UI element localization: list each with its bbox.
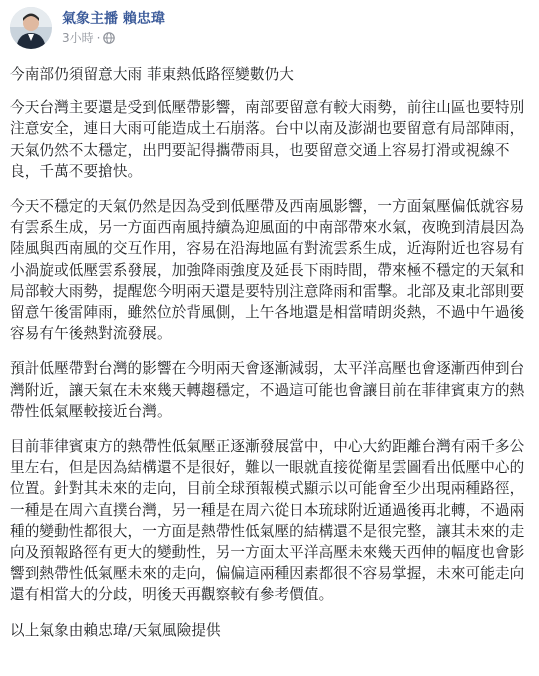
author-name[interactable]: 氣象主播 賴忠瑋 bbox=[62, 11, 165, 27]
avatar-photo bbox=[10, 7, 52, 49]
post-timestamp[interactable]: 3小時 bbox=[62, 31, 94, 45]
post-paragraph-1: 今天台灣主要還是受到低壓帶影響，南部要留意有較大雨勢，前往山區也要特別注意安全，連日大雨可能造成土石崩落。台中以南及澎湖也要留意有局部陣雨，天氣仍然不太穩定，出門要記得攜帶雨具，也要留意交通上容易打滑或視線不良，千萬不要搶快。 bbox=[10, 99, 525, 180]
post-title: 今南部仍須留意大雨 菲東熱低路徑變數仍大 bbox=[10, 66, 294, 83]
post-paragraph-4: 目前菲律賓東方的熱帶性低氣壓正逐漸發展當中，中心大約距離台灣有兩千多公里左右，但是因為結構還不是很好，難以一眼就直接從衛星雲圖看出低壓中心的位置。針對其未來的走向，目前全球預報模式顯示以可能會至少出現兩種路徑，一種是在周六直撲台灣，另一種是在周六從日本琉球附近通過後再北轉，不過兩種的變動性都很大，一方面是熱帶性低氣壓的結構還不是很完整，讓其未來的走向及預報路徑有更大的變動性，另一方面太平洋高壓未來幾天西伸的幅度也會影響到熱帶性低氣壓未來的走向，偏偏這兩種因素都很不容易掌握，未來可能走向還有相當大的分歧，明後天再觀察較有參考價值。 bbox=[10, 438, 525, 604]
post-paragraph-3: 預計低壓帶對台灣的影響在今明兩天會逐漸減弱，太平洋高壓也會逐漸西伸到台灣附近，讓天氣在未來幾天轉趨穩定，不過這可能也會讓目前在菲律賓東方的熱帶性低氣壓較接近台灣。 bbox=[10, 360, 525, 420]
post-paragraph-2: 今天不穩定的天氣仍然是因為受到低壓帶及西南風影響，一方面氣壓偏低就容易有雲系生成，另一方面西南風持續為迎風面的中南部帶來水氣，夜晚到清晨因為陸風與西南風的交互作用，容易在沿海地區有對流雲系生成，近海附近也容易有小渦旋或低壓雲系發展，加強降雨強度及延長下雨時間，帶來極不穩定的天氣和局部較大雨勢，提醒您今明兩天還是要特別注意降雨和雷擊。北部及東北部則要留意午後雷陣雨，雖然位於背風側，上午各地還是相當晴朗炎熱，不過中午過後容易有午後熱對流發展。 bbox=[10, 198, 525, 343]
post-header bbox=[10, 6, 165, 50]
separator-dot: · bbox=[96, 31, 101, 45]
author-avatar[interactable] bbox=[10, 7, 52, 49]
post-body bbox=[10, 64, 532, 655]
globe-icon[interactable] bbox=[103, 32, 115, 44]
post-credit: 以上氣象由賴忠瑋/天氣風險提供 bbox=[10, 621, 221, 639]
